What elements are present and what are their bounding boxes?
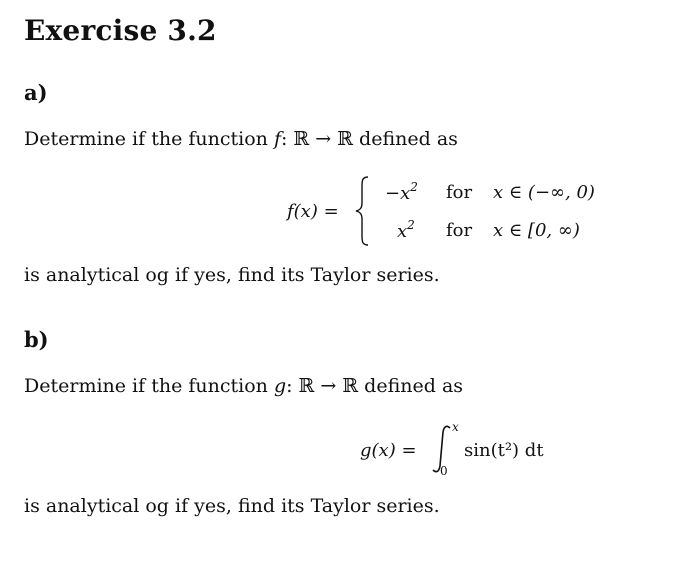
integrand: sin(t²) dt bbox=[464, 440, 544, 461]
part-a-intro bbox=[24, 128, 458, 150]
part-a-intro-prefix: Determine if the function bbox=[24, 128, 274, 150]
part-a-func-name: f bbox=[273, 128, 281, 150]
integral-lhs: g(x) = bbox=[360, 440, 417, 461]
case-2-expression: $x^2$ bbox=[397, 218, 415, 242]
integral-definition bbox=[360, 420, 560, 480]
part-a-label: a) bbox=[24, 80, 48, 105]
part-b-label: b) bbox=[24, 327, 49, 352]
part-b-intro-prefix: Determine if the function bbox=[24, 375, 274, 397]
part-a-domain-map: : ℝ → ℝ bbox=[280, 128, 354, 150]
page-title: Exercise 3.2 bbox=[24, 14, 217, 47]
part-b-func-name: g bbox=[273, 375, 287, 397]
part-b-intro-suffix: defined as bbox=[358, 375, 464, 397]
part-b-closing: is analytical og if yes, find its Taylor series. bbox=[24, 495, 440, 517]
left-brace-icon bbox=[354, 175, 370, 247]
case-1-for: for bbox=[446, 182, 473, 203]
integral-lower-limit: 0 bbox=[440, 464, 448, 478]
part-a-intro-suffix: defined as bbox=[353, 128, 458, 150]
case-2-for: for bbox=[446, 220, 473, 241]
case-1-expression: $-x^2$ bbox=[385, 180, 418, 204]
part-a-closing: is analytical og if yes, find its Taylor series. bbox=[24, 264, 440, 286]
case-2-condition: x ∈ [0, ∞) bbox=[493, 220, 580, 241]
case-1-condition: x ∈ (−∞, 0) bbox=[493, 182, 595, 203]
integral-upper-limit: x bbox=[452, 420, 459, 434]
part-b-intro bbox=[24, 375, 463, 397]
piecewise-lhs: f(x) = bbox=[287, 201, 339, 222]
part-b-domain-map: : ℝ → ℝ bbox=[286, 375, 359, 397]
